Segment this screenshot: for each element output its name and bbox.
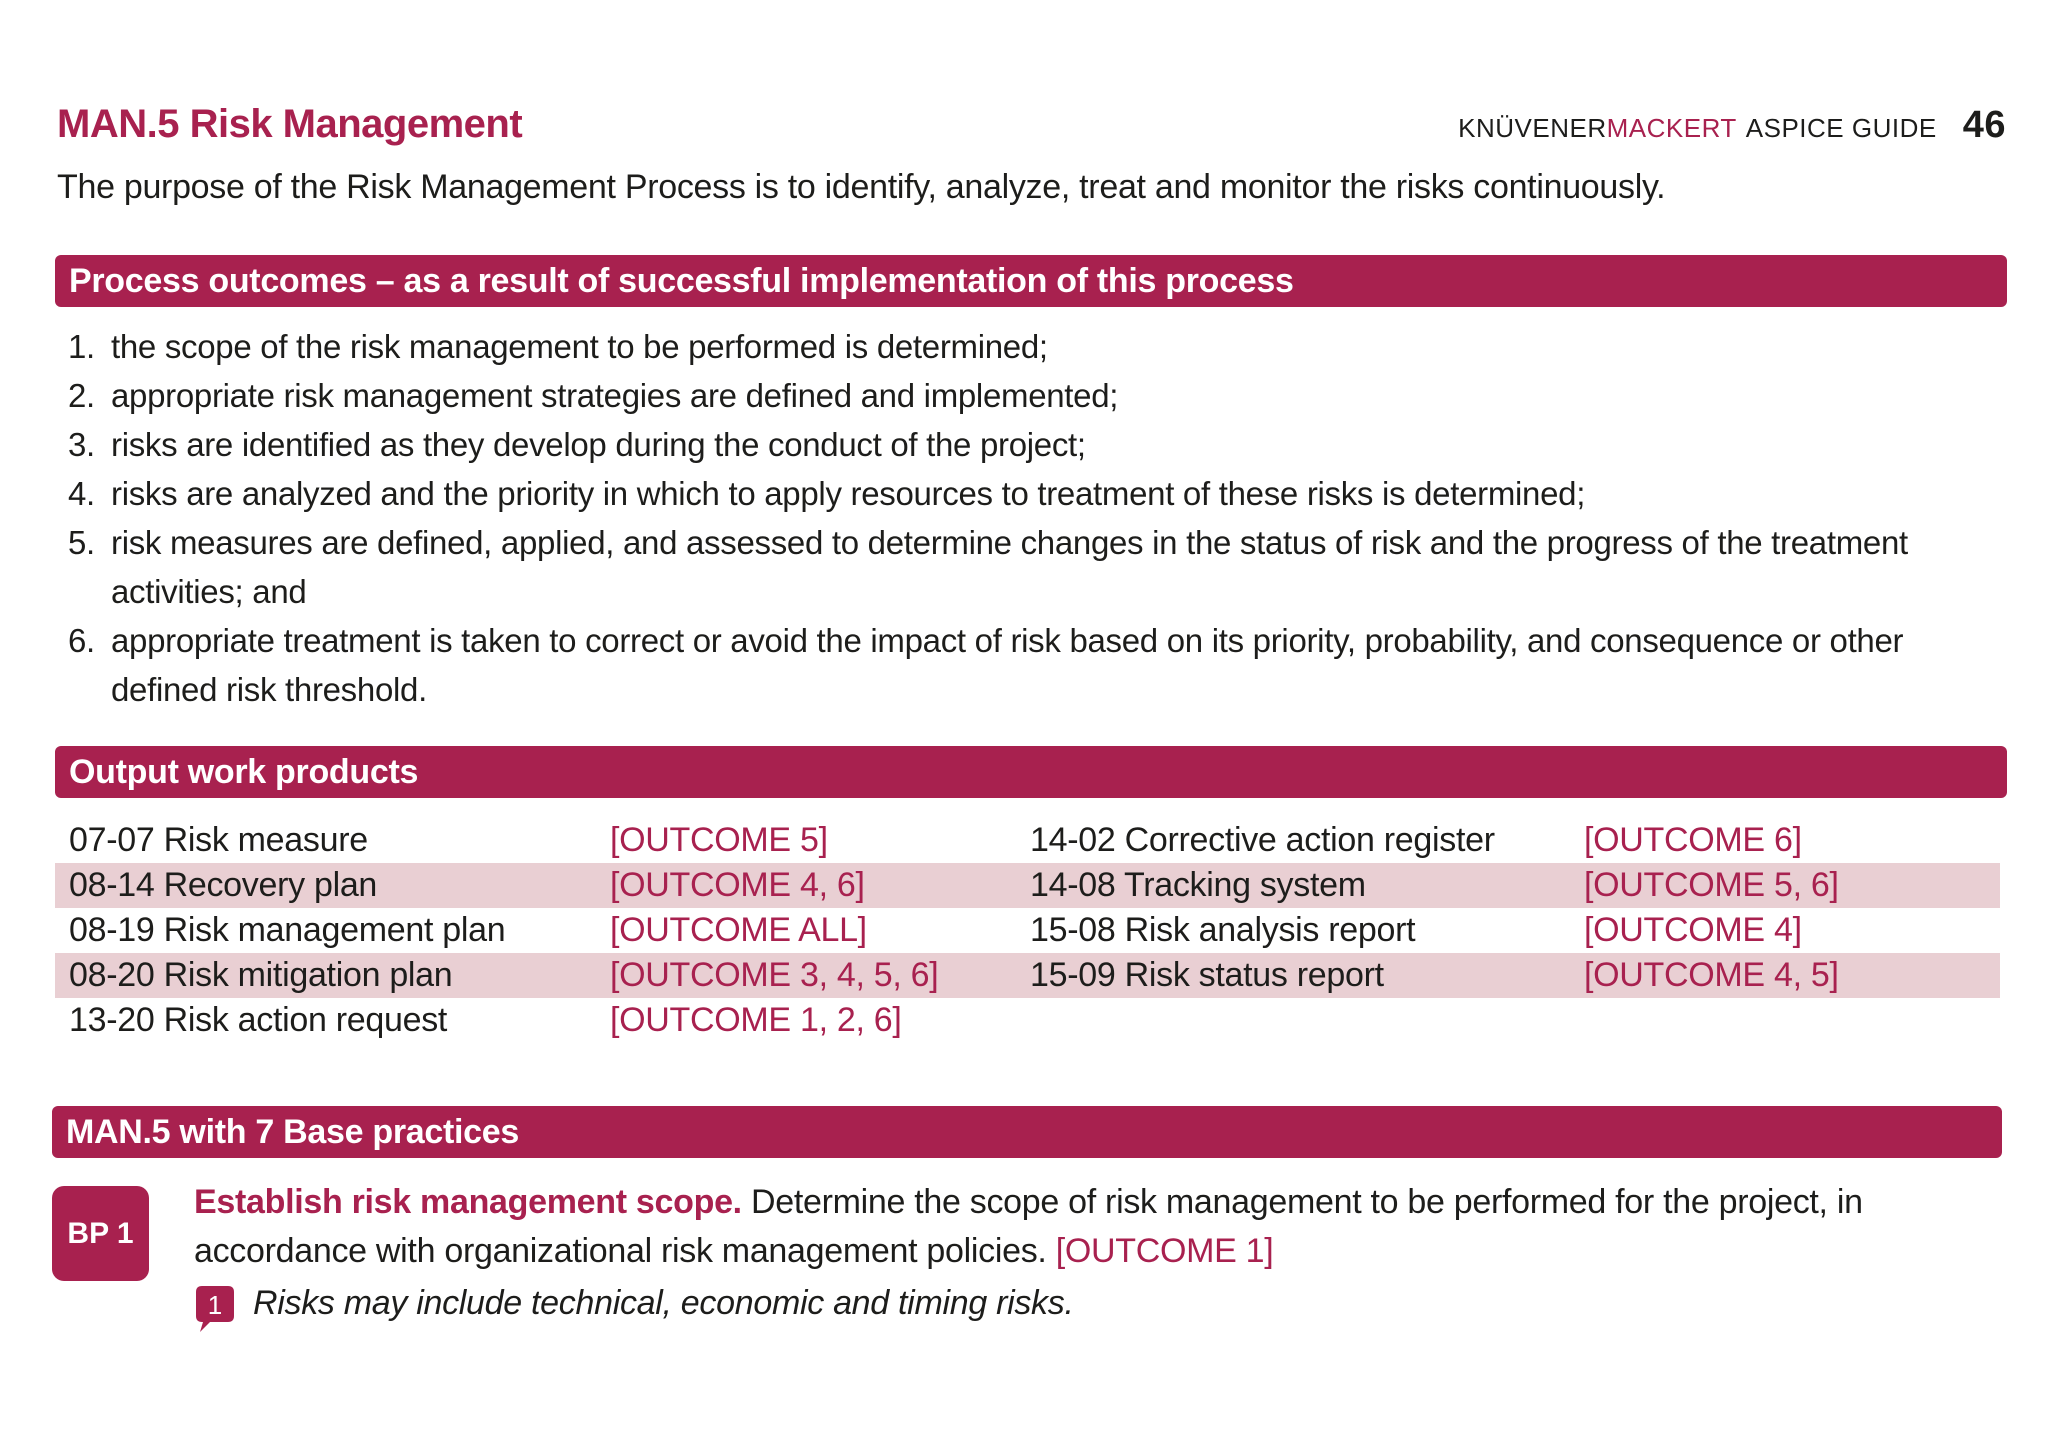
page-title: MAN.5 Risk Management [57,102,523,146]
outcome-text: appropriate treatment is taken to correct or avoid the impact of risk based on its priority, probability, and consequence or other defined risk threshold. [111,622,1904,708]
brand-guide-label: ASPICE GUIDE [1745,113,1937,143]
brand-name-part2: MACKERT [1606,113,1737,143]
outcome-number: 4. [68,475,95,512]
work-product-outcome: [OUTCOME 6] [1584,821,1802,859]
process-outcomes-heading-rest: – as a result of successful implementation of this process [366,262,1294,300]
table-row [55,908,2000,953]
work-product-outcome: [OUTCOME 4] [1584,911,1802,949]
outcome-number: 5. [68,524,95,561]
table-row [55,998,2000,1043]
table-row [55,953,2000,998]
page-number: 46 [1962,104,2006,146]
output-work-products-heading: Output work products [55,746,2007,798]
note-bubble-icon [194,1284,236,1336]
bp1-note: Risks may include technical, economic and timing risks. [253,1284,1074,1322]
work-product-outcome: [OUTCOME 4, 6] [610,866,865,904]
work-product-name: 14-08 Tracking system [1030,866,1366,904]
bp1-description [194,1178,2014,1276]
bp1-badge: BP 1 [52,1186,149,1281]
outcome-number: 2. [68,377,95,414]
work-product-outcome: [OUTCOME 5] [610,821,828,859]
outcome-text: risks are analyzed and the priority in which to apply resources to treatment of these risks is determined; [111,475,1586,512]
work-product-name: 07-07 Risk measure [69,821,368,859]
base-practices-heading: MAN.5 with 7 Base practices [52,1106,2002,1158]
table-row [55,863,2000,908]
outcome-item [68,371,1928,420]
outcome-number: 1. [68,328,95,365]
outcome-text: risk measures are defined, applied, and assessed to determine changes in the status of risk and the progress of the treatment activities; and [111,524,1908,610]
outcome-item [68,518,1928,616]
work-product-name: 15-09 Risk status report [1030,956,1384,994]
outcome-item [68,420,1928,469]
outcome-number: 6. [68,622,95,659]
brand-name-part1: KNÜVENER [1458,113,1607,143]
outcome-text: risks are identified as they develop during the conduct of the project; [111,426,1086,463]
work-product-outcome: [OUTCOME 5, 6] [1584,866,1839,904]
purpose-statement: The purpose of the Risk Management Process is to identify, analyze, treat and monitor the risks continuously. [57,168,1666,206]
work-product-name: 13-20 Risk action request [69,1001,448,1039]
work-products-table [55,818,2000,1043]
table-row [55,818,2000,863]
work-product-name: 14-02 Corrective action register [1030,821,1495,859]
work-product-name: 08-19 Risk management plan [69,911,506,949]
work-product-outcome: [OUTCOME 3, 4, 5, 6] [610,956,939,994]
bp1-title: Establish risk management scope. [194,1183,742,1221]
process-outcomes-heading-bold: Process outcomes [69,262,367,300]
work-product-name: 08-14 Recovery plan [69,866,378,904]
work-product-outcome: [OUTCOME 1, 2, 6] [610,1001,902,1039]
outcome-text: the scope of the risk management to be performed is determined; [111,328,1048,365]
work-product-outcome: [OUTCOME 4, 5] [1584,956,1839,994]
outcome-item [68,616,1928,714]
process-outcomes-list [68,322,1928,714]
outcome-item [68,469,1928,518]
note-number: 1 [207,1290,223,1320]
bp1-outcome: [OUTCOME 1] [1055,1232,1274,1270]
process-outcomes-heading [55,255,2007,307]
work-product-outcome: [OUTCOME ALL] [610,911,867,949]
work-product-name: 08-20 Risk mitigation plan [69,956,453,994]
outcome-item [68,322,1928,371]
bp1-text: Determine the scope of risk management to be performed for the project, in accordance with organizational risk management policies. [194,1183,1863,1270]
work-product-name: 15-08 Risk analysis report [1030,911,1416,949]
brand-header [1458,104,2006,147]
outcome-number: 3. [68,426,95,463]
outcome-text: appropriate risk management strategies are defined and implemented; [111,377,1119,414]
